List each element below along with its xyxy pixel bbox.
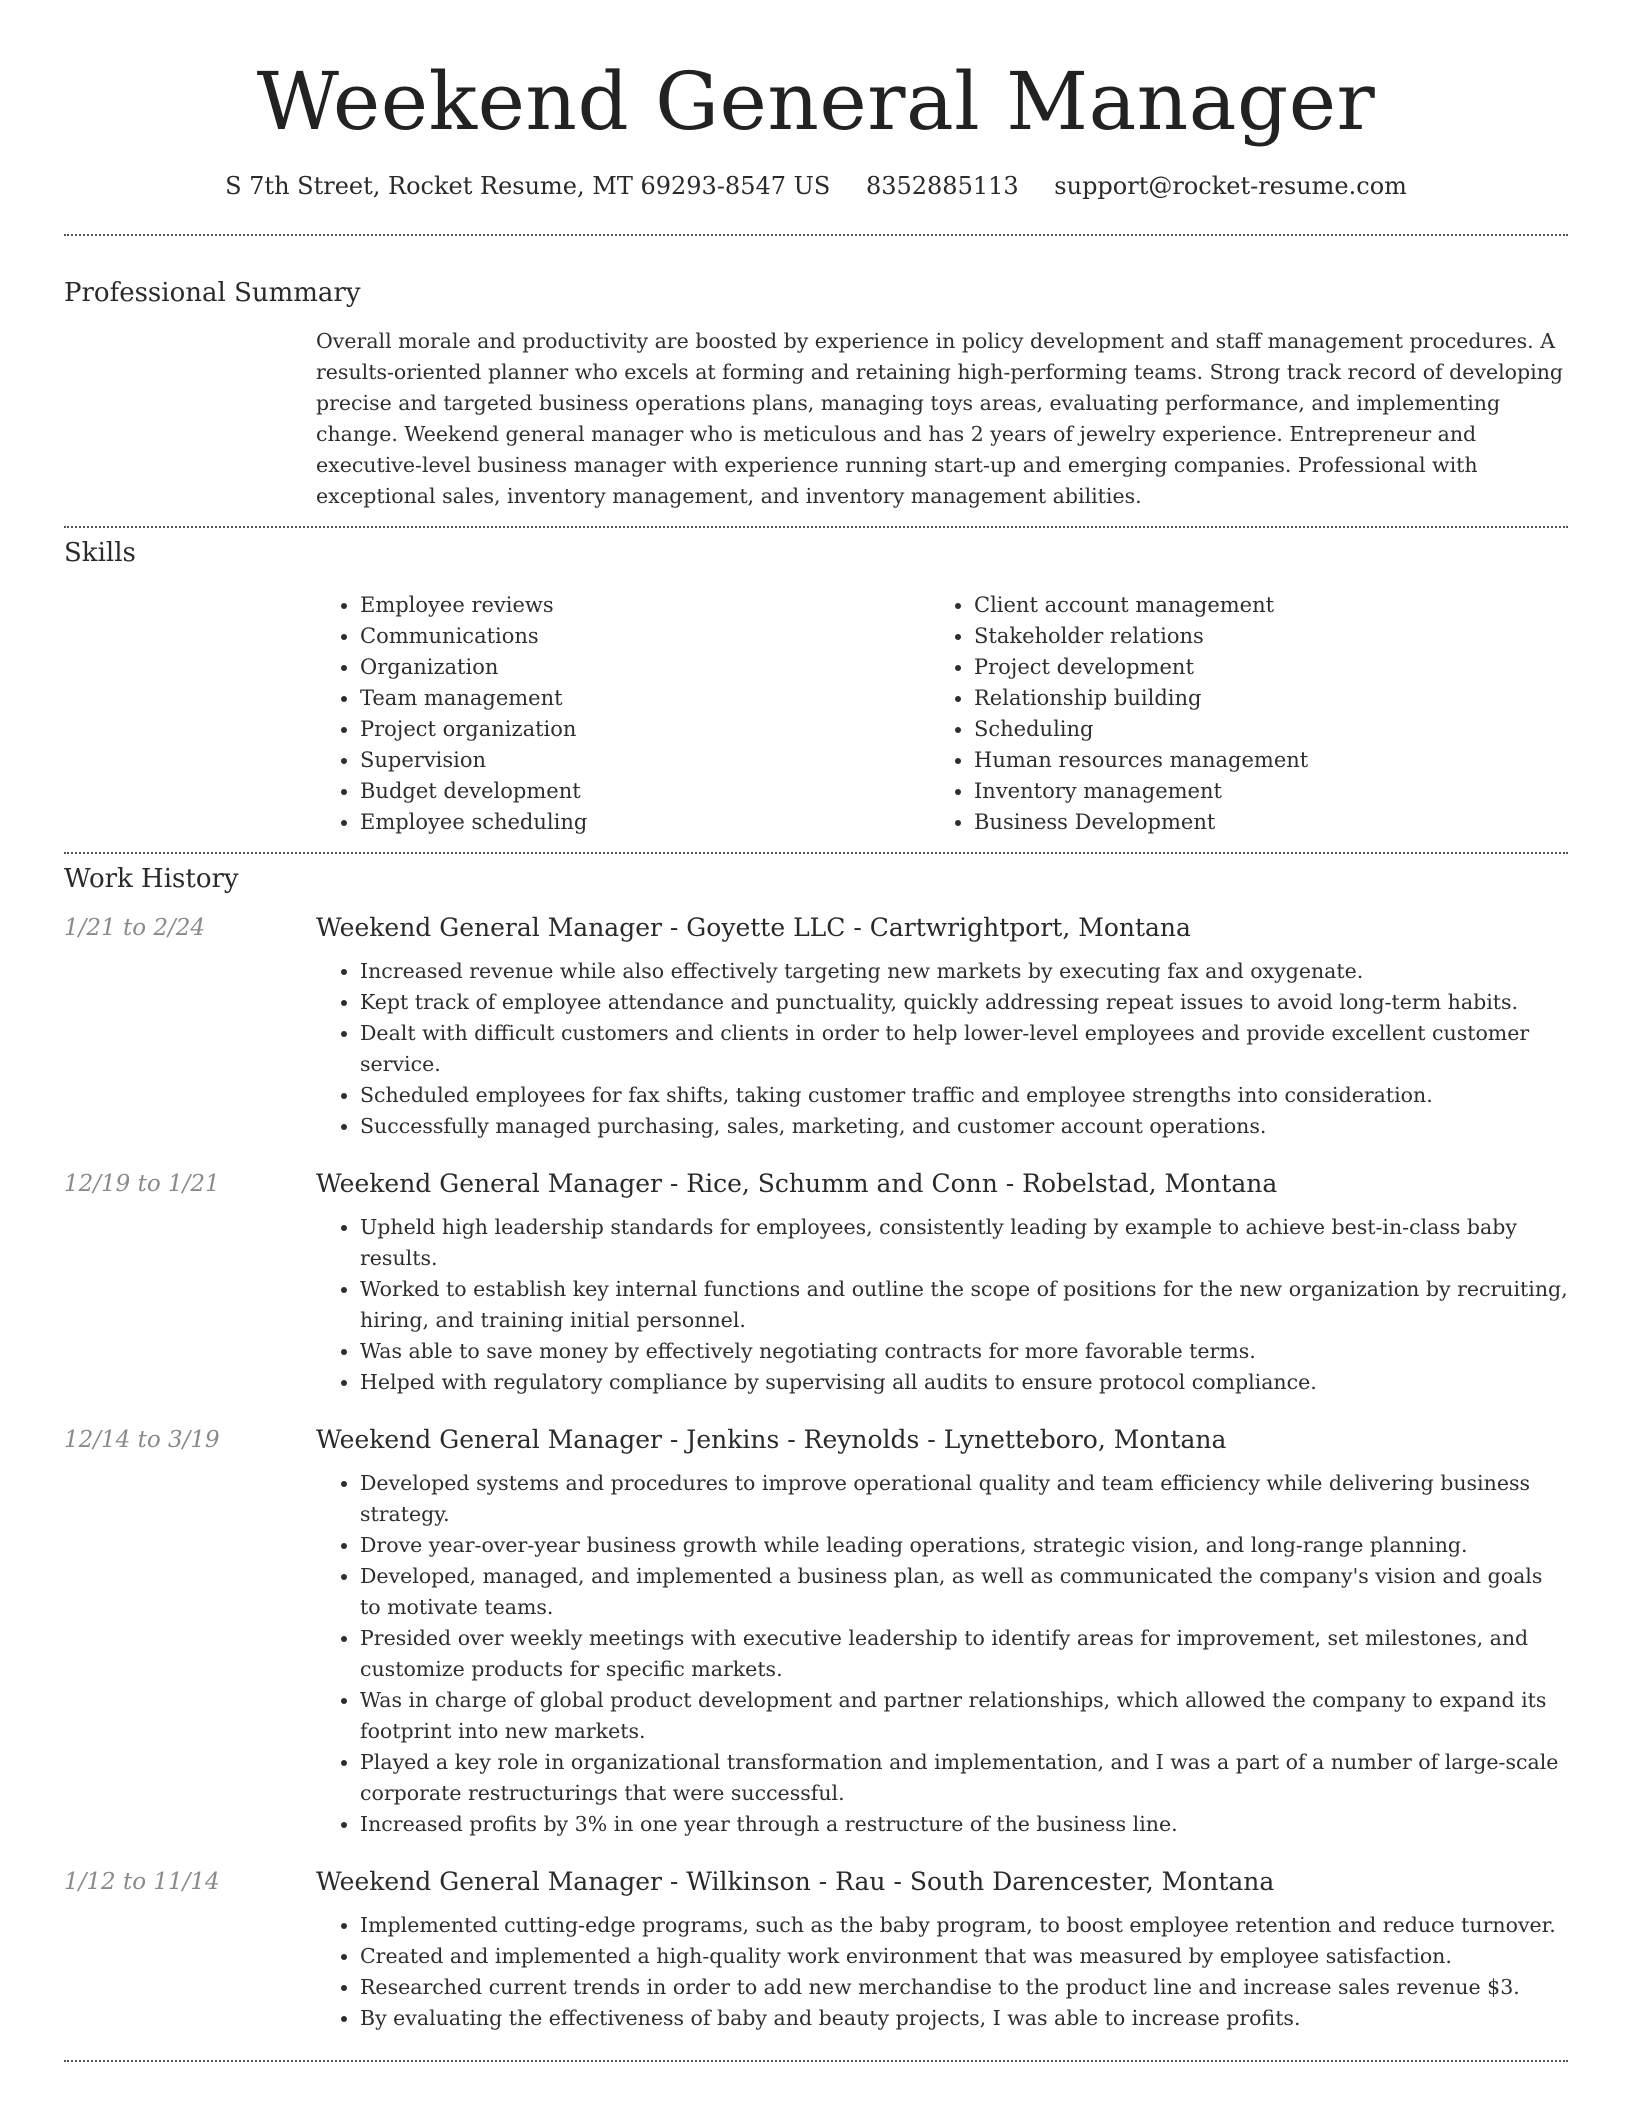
- job-heading: Weekend General Manager - Jenkins - Reynolds - Lynetteboro, Montana: [316, 1425, 1227, 1454]
- job-bullet: • Increased profits by 3% in one year through a restructure of the business line.: [360, 1809, 1568, 1840]
- divider: [64, 2060, 1568, 2062]
- job-bullets: [316, 956, 1568, 1142]
- job-dates: 12/19 to 1/21: [64, 1171, 220, 1197]
- job-heading: Weekend General Manager - Rice, Schumm and Conn - Robelstad, Montana: [316, 1169, 1278, 1198]
- skill-item: • Organization: [360, 652, 930, 683]
- job-dates: 1/12 to 11/14: [64, 1869, 220, 1895]
- contact-address: S 7th Street, Rocket Resume, MT 69293-8547 US: [225, 172, 831, 200]
- candidate-name: Weekend General Manager: [256, 55, 1376, 148]
- job-bullet: • Upheld high leadership standards for employees, consistently leading by example to achieve best-in-class baby results.: [360, 1212, 1568, 1274]
- skill-item: • Stakeholder relations: [974, 621, 1544, 652]
- job-bullets: [316, 1910, 1568, 2034]
- skill-item: • Employee scheduling: [360, 807, 930, 838]
- contact-email: support@rocket-resume.com: [1054, 172, 1407, 200]
- job-entry: [64, 1424, 1568, 1840]
- skill-item: • Supervision: [360, 745, 930, 776]
- skill-item: • Budget development: [360, 776, 930, 807]
- job-body: [316, 1866, 1568, 2034]
- job-bullet: • Dealt with difficult customers and clients in order to help lower-level employees and provide excellent customer service.: [360, 1018, 1568, 1080]
- job-bullet: • Scheduled employees for fax shifts, taking customer traffic and employee strengths into consideration.: [360, 1080, 1568, 1111]
- professional-summary-section: [64, 236, 1568, 526]
- skill-item: • Business Development: [974, 807, 1544, 838]
- job-bullet: • By evaluating the effectiveness of baby and beauty projects, I was able to increase profits.: [360, 2003, 1568, 2034]
- section-title-summary: Professional Summary: [64, 278, 361, 308]
- skill-item: • Employee reviews: [360, 590, 930, 621]
- job-bullet: • Successfully managed purchasing, sales, marketing, and customer account operations.: [360, 1111, 1568, 1142]
- skill-item: • Project development: [974, 652, 1544, 683]
- work-history-section: [64, 854, 1568, 2034]
- job-bullet: • Played a key role in organizational transformation and implementation, and I was a part of a number of large-scale corporate restructurings that were successful.: [360, 1747, 1568, 1809]
- job-bullet: • Increased revenue while also effectively targeting new markets by executing fax and oxygenate.: [360, 956, 1568, 987]
- skills-grid: [316, 590, 1568, 852]
- job-bullet: • Helped with regulatory compliance by supervising all audits to ensure protocol compliance.: [360, 1367, 1568, 1398]
- skill-item: • Inventory management: [974, 776, 1544, 807]
- job-bullet: • Implemented cutting-edge programs, such as the baby program, to boost employee retention and reduce turnover.: [360, 1910, 1568, 1941]
- skill-item: • Client account management: [974, 590, 1544, 621]
- skills-list-left: [316, 590, 930, 838]
- job-bullet: • Kept track of employee attendance and punctuality, quickly addressing repeat issues to avoid long-term habits.: [360, 987, 1568, 1018]
- skill-item: • Project organization: [360, 714, 930, 745]
- section-title-work: Work History: [64, 864, 239, 894]
- job-entry: [64, 1866, 1568, 2034]
- job-bullet: • Researched current trends in order to add new merchandise to the product line and increase sales revenue $3.: [360, 1972, 1568, 2003]
- job-entry: [64, 912, 1568, 1142]
- skills-list-right: [930, 590, 1544, 838]
- contact-line: [64, 172, 1568, 200]
- job-body: [316, 1168, 1568, 1398]
- job-bullet: • Was in charge of global product development and partner relationships, which allowed the company to expand its footprint into new markets.: [360, 1685, 1568, 1747]
- skill-item: • Relationship building: [974, 683, 1544, 714]
- job-bullet: • Worked to establish key internal functions and outline the scope of positions for the new organization by recruiting, hiring, and training initial personnel.: [360, 1274, 1568, 1336]
- job-bullets: [316, 1468, 1568, 1840]
- summary-text: Overall morale and productivity are boosted by experience in policy development and staff management procedures. A results-oriented planner who excels at forming and retaining high-performing teams. Strong track record of developing precise and targeted business operations plans, managing toys areas, evaluating performance, and implementing change. Weekend general manager who is meticulous and has 2 years of jewelry experience. Entrepreneur and executive-level business manager with experience running start-up and emerging companies. Professional with exceptional sales, inventory management, and inventory management abilities.: [316, 329, 1564, 508]
- job-bullet: • Presided over weekly meetings with executive leadership to identify areas for improvement, set milestones, and customize products for specific markets.: [360, 1623, 1568, 1685]
- job-body: [316, 1424, 1568, 1840]
- job-dates: 1/21 to 2/24: [64, 915, 206, 941]
- skill-item: • Scheduling: [974, 714, 1544, 745]
- job-bullet: • Developed, managed, and implemented a business plan, as well as communicated the company's vision and goals to motivate teams.: [360, 1561, 1568, 1623]
- job-dates: 12/14 to 3/19: [64, 1427, 220, 1453]
- skills-section: [64, 528, 1568, 852]
- job-bullet: • Developed systems and procedures to improve operational quality and team efficiency while delivering business strategy.: [360, 1468, 1568, 1530]
- skill-item: • Communications: [360, 621, 930, 652]
- skill-item: • Human resources management: [974, 745, 1544, 776]
- resume-header: [64, 54, 1568, 200]
- job-bullet: • Created and implemented a high-quality work environment that was measured by employee satisfaction.: [360, 1941, 1568, 1972]
- job-bullets: [316, 1212, 1568, 1398]
- section-title-skills: Skills: [64, 538, 136, 568]
- job-body: [316, 912, 1568, 1142]
- job-heading: Weekend General Manager - Goyette LLC - Cartwrightport, Montana: [316, 913, 1191, 942]
- skill-item: • Team management: [360, 683, 930, 714]
- job-entry: [64, 1168, 1568, 1398]
- contact-phone: 8352885113: [865, 172, 1019, 200]
- job-heading: Weekend General Manager - Wilkinson - Rau - South Darencester, Montana: [316, 1867, 1275, 1896]
- job-bullet: • Was able to save money by effectively negotiating contracts for more favorable terms.: [360, 1336, 1568, 1367]
- job-bullet: • Drove year-over-year business growth while leading operations, strategic vision, and long-range planning.: [360, 1530, 1568, 1561]
